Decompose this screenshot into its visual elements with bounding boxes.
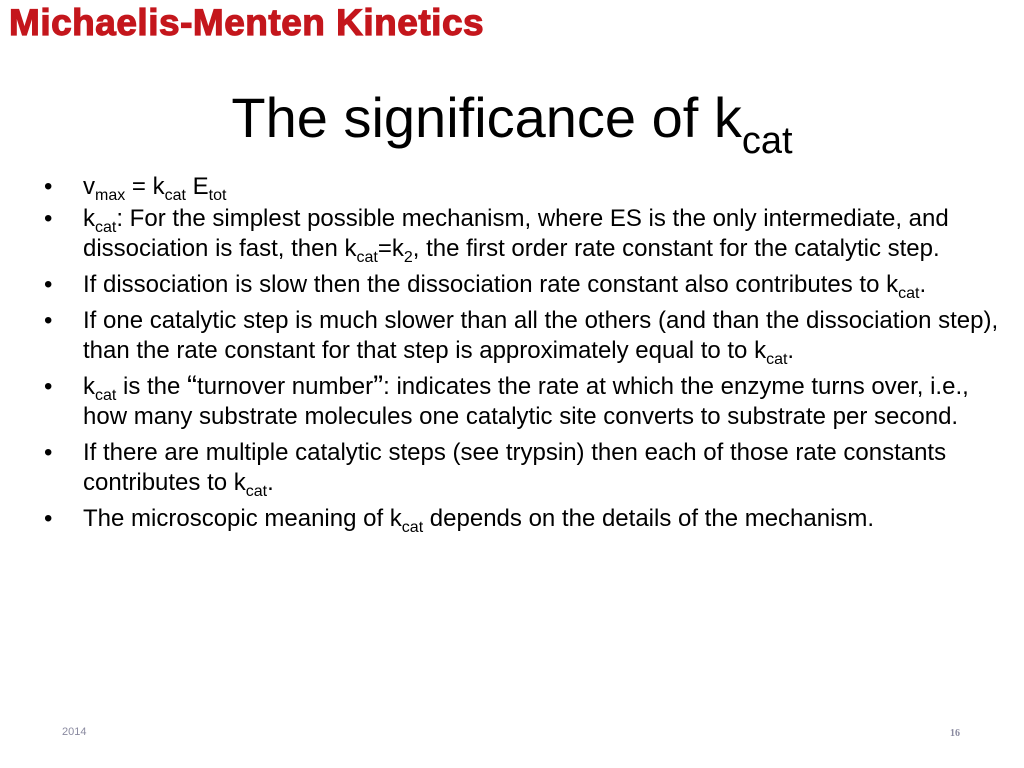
subscript: cat [898,285,920,302]
text: If one catalytic step is much slower than all the others (and than the dissociation step), than the rate constant for that step is approximately equal to to k [83,307,999,364]
subscript: cat [245,483,268,500]
subscript: cat [95,219,117,236]
open-quote: “ [187,370,198,403]
bullet-item-kcat-simplest [40,204,1002,264]
bullet-list [40,172,1002,540]
slide-banner: Michaelis-Menten Kinetics [9,2,485,43]
text: . [267,469,274,496]
subscript: cat [164,187,186,204]
text: If there are multiple catalytic steps (see trypsin) then each of those rate constants contributes to k [83,439,947,496]
title-text: The significance of k [231,86,742,149]
subscript: cat [95,387,117,404]
subscript: 2 [403,249,413,266]
slide-title [0,86,1024,173]
text: k [83,205,95,232]
bullet-item-slow-step [40,306,1002,366]
bullet-item-slow-dissociation [40,270,1002,300]
text: k [83,373,95,400]
text: , the first order rate constant for the catalytic step. [412,235,940,262]
footer-year: 2014 [62,726,87,738]
subscript: cat [356,249,378,266]
subscript: cat [766,351,788,368]
text: =k [377,235,404,262]
close-quote: ” [373,370,384,403]
text: . [919,271,927,298]
bullet-item-multiple-steps [40,438,1002,498]
text: depends on the details of the mechanism. [423,505,875,532]
bullet-item-microscopic-meaning [40,504,1002,534]
subscript: tot [208,187,227,204]
bullet-item-turnover-number [40,372,1002,432]
text: The microscopic meaning of k [83,505,402,532]
text: : For the simplest possible mechanism, where ES is the only intermediate, and dissociation is fast, then k [83,205,949,262]
text: If dissociation is slow then the dissociation rate constant also contributes to k [83,271,899,298]
text: = k [125,173,165,200]
title-subscript: cat [741,120,793,162]
subscript: max [95,187,126,204]
text: . [787,337,795,364]
text: E [185,173,209,200]
subscript: cat [401,519,424,536]
page-number: 16 [950,728,960,739]
text: is the [116,373,188,400]
text: turnover number [197,373,374,400]
text: v [83,173,95,200]
text: : indicates the rate at which the enzyme turns over, i.e., how many substrate molecules one catalytic site converts to substrate per second. [83,373,969,430]
bullet-item-vmax [40,172,1002,202]
